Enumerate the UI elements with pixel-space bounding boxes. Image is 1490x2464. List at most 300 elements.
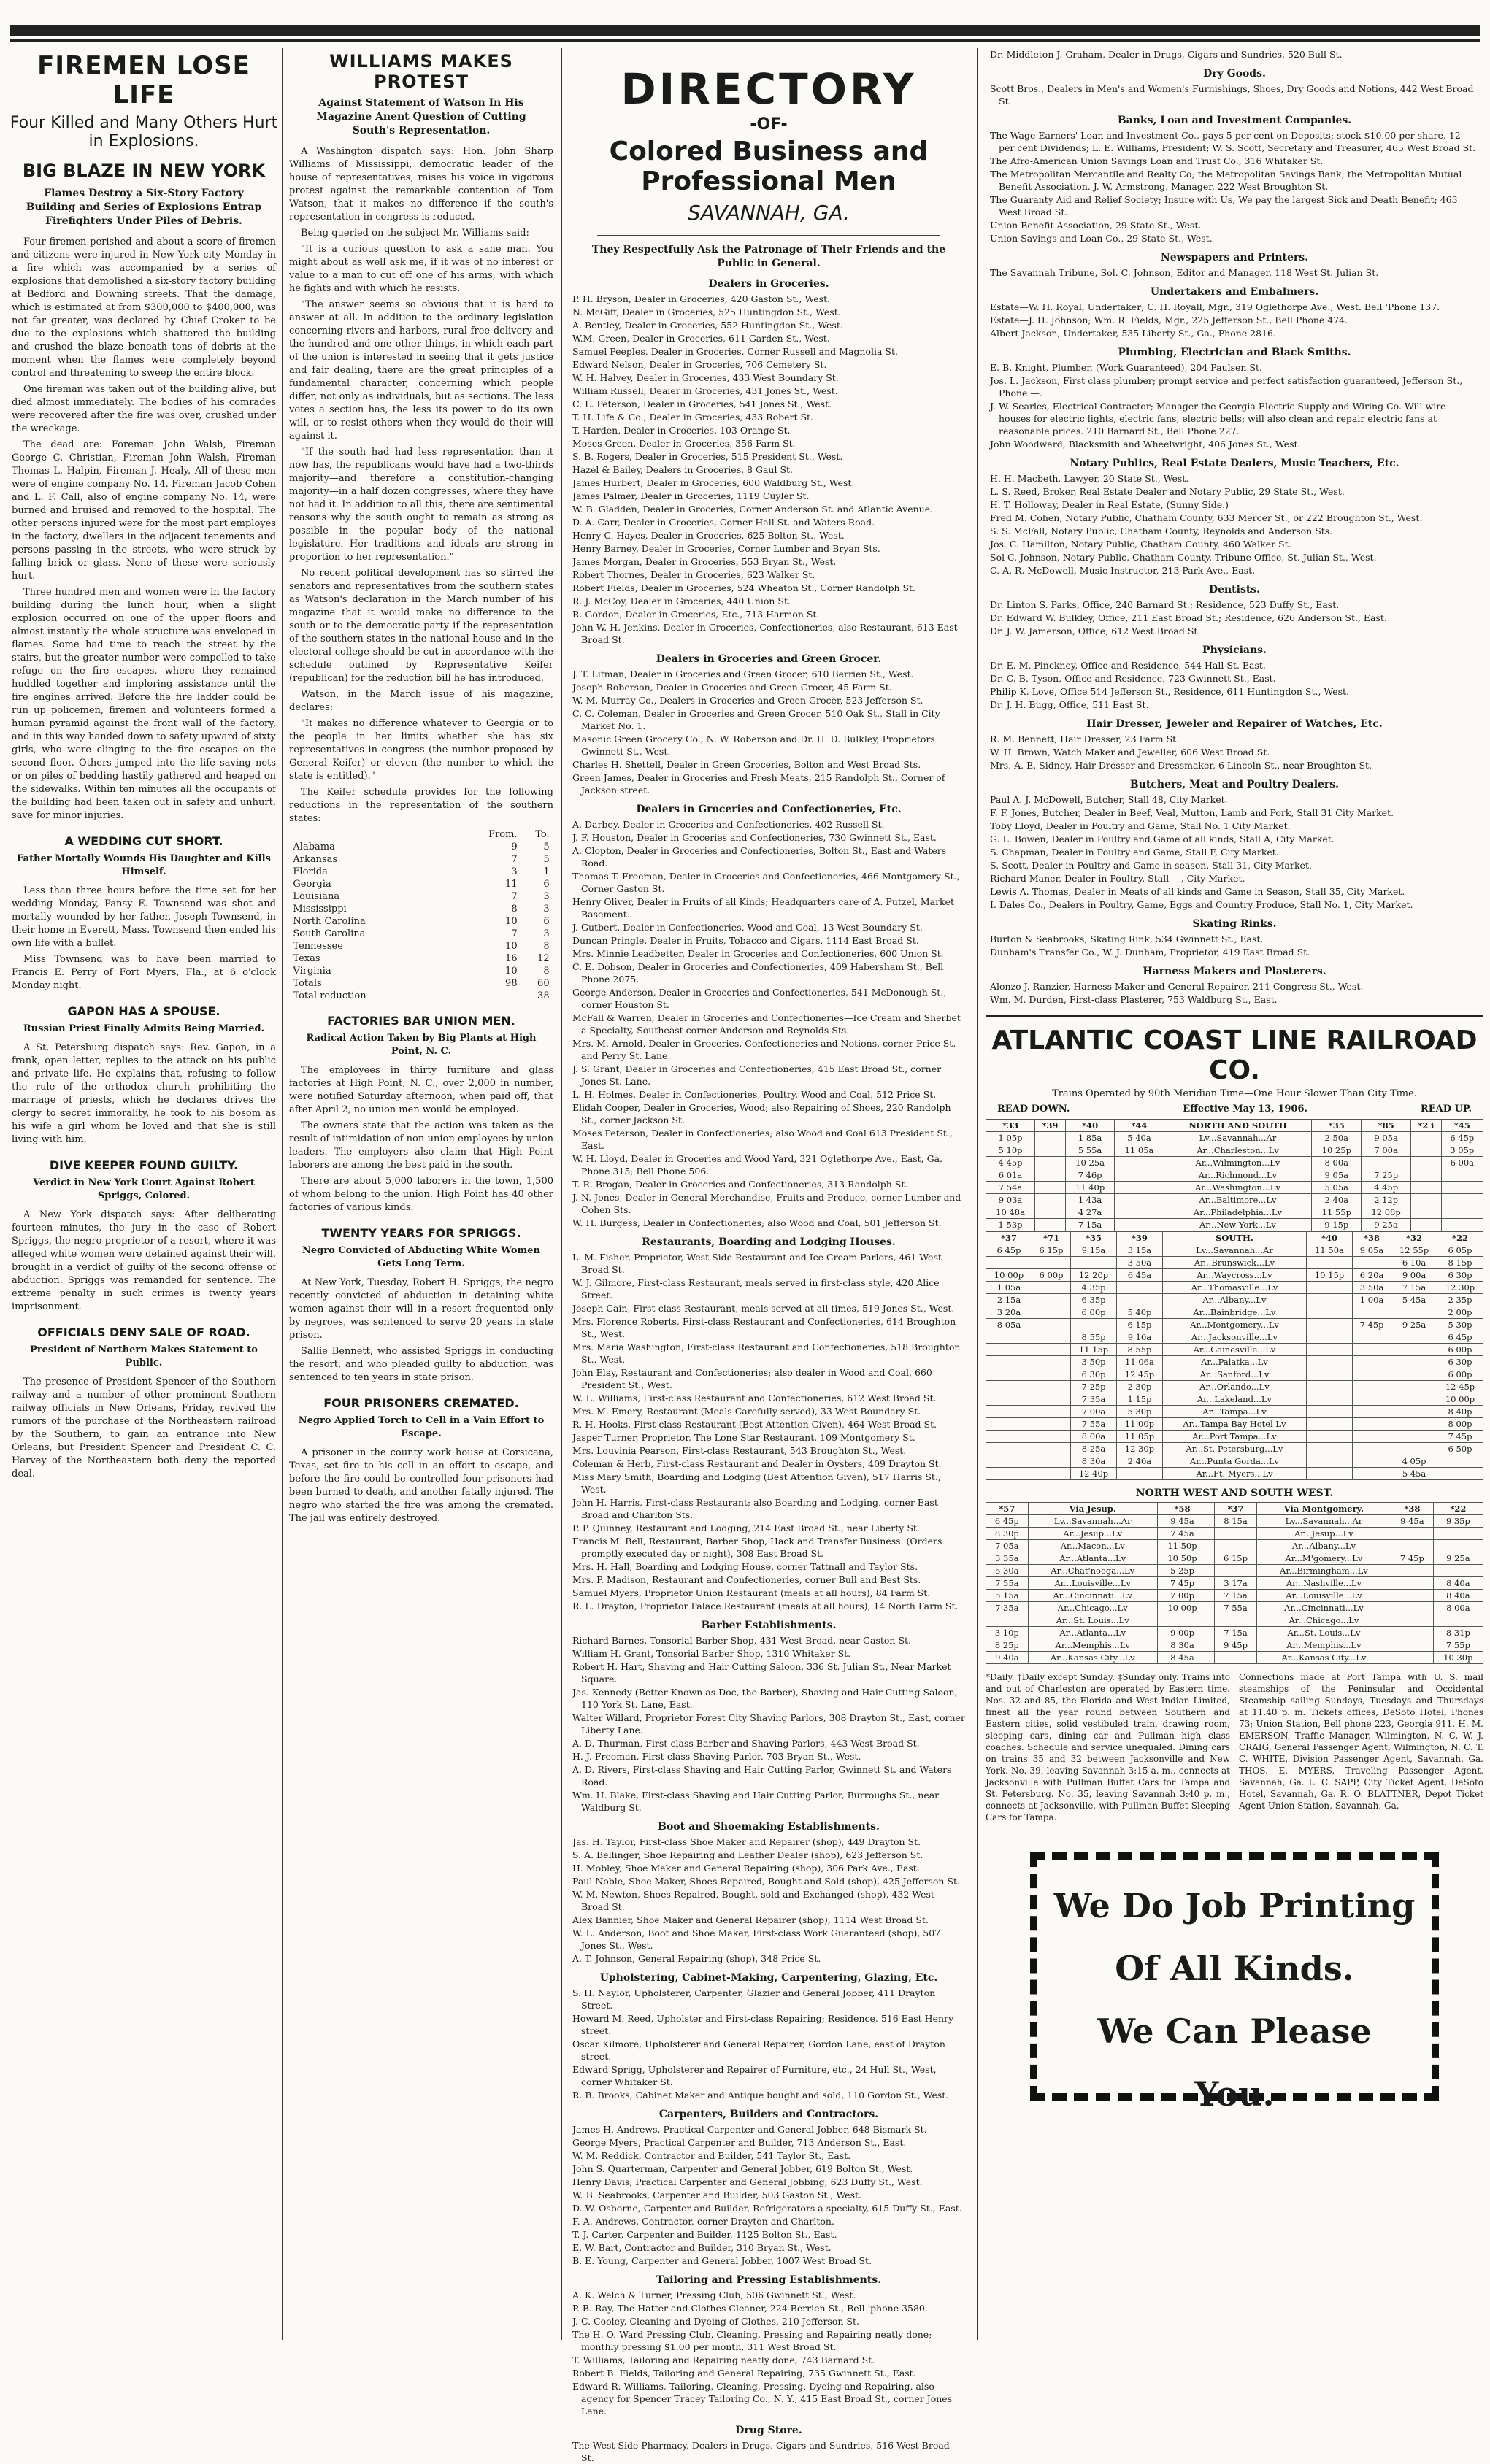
timetable-cell: 8 00a [1071, 1431, 1117, 1443]
directory-entry: A. Darbey, Dealer in Groceries and Confectioneries, 402 Russell St. [572, 819, 885, 830]
timetable-row [986, 1206, 1483, 1219]
timetable-cell: 5 30p [1116, 1406, 1162, 1418]
timetable-cell [1035, 1206, 1066, 1219]
timetable-cell: Ar...Memphis...Lv [1028, 1639, 1157, 1652]
acl-read-up: READ UP. [1420, 1104, 1472, 1114]
timetable-header-row [986, 1503, 1483, 1515]
directory-entry: A. D. Rivers, First-class Shaving and Hair Cutting Parlor, Gwinnett St. and Waters Road. [572, 1764, 952, 1787]
table-cell-state: Alabama [293, 842, 335, 852]
timetable-cell [1391, 1565, 1434, 1577]
timetable-cell: Ar...Gainesville...Lv [1162, 1344, 1306, 1356]
reduction-label: Total reduction [293, 990, 366, 1001]
timetable-cell: 9 00p [1157, 1627, 1207, 1639]
timetable-cell [1207, 1614, 1215, 1627]
timetable-row [986, 1344, 1483, 1356]
directory-entry: The Afro-American Union Savings Loan and Trust Co., 316 Whitaker St. [990, 155, 1324, 166]
timetable-header-cell: *35 [1071, 1232, 1117, 1244]
directory-entry: Robert H. Hart, Shaving and Hair Cutting Saloon, 336 St. Julian St., Near Market Square. [572, 1661, 951, 1685]
reduction-value: 38 [537, 990, 550, 1001]
timetable-row [986, 1257, 1483, 1269]
directory-entry: A. K. Welch & Turner, Pressing Club, 506 Gwinnett St., West. [572, 2290, 856, 2301]
acl-read-down: READ DOWN. [997, 1104, 1070, 1114]
timetable-row [986, 1381, 1483, 1393]
timetable-cell: 8 55p [1116, 1344, 1162, 1356]
timetable-cell [1032, 1455, 1070, 1468]
directory-section-head: Barber Establishments. [701, 1620, 837, 1631]
directory-entry: Union Savings and Loan Co., 29 State St., West. [990, 233, 1213, 244]
directory-entry: A. Clopton, Dealer in Groceries and Confectioneries, Bolton St., East and Waters Road. [572, 845, 947, 869]
timetable-cell: 6 05p [1437, 1244, 1483, 1257]
directory-section-head: Harness Makers and Plasterers. [1143, 966, 1326, 977]
timetable-row [986, 1132, 1483, 1144]
timetable-cell [1307, 1294, 1353, 1306]
timetable-cell: 7 15a [1215, 1590, 1257, 1602]
table-cell-to: 6 [543, 916, 550, 927]
timetable-cell: 7 25p [1071, 1381, 1117, 1393]
timetable-row [986, 1356, 1483, 1368]
table-cell-state: South Carolina [293, 928, 366, 939]
timetable-cell [1307, 1282, 1353, 1294]
timetable-cell [1391, 1590, 1434, 1602]
directory-entry: Howard M. Reed, Upholster and First-class Repairing; Residence, 516 East Henry street. [572, 2013, 954, 2036]
directory-entry: H. T. Holloway, Dealer in Real Estate, (Sunny Side.) [990, 499, 1229, 510]
directory-entry: Jasper Turner, Proprietor, The Lone Star Restaurant, 109 Montgomery St. [572, 1432, 915, 1443]
ad-line: We Do Job Printing [1053, 1886, 1416, 1925]
headline-dive-keeper: DIVE KEEPER FOUND GUILTY. [49, 1158, 239, 1172]
timetable-cell [1035, 1182, 1066, 1194]
acl-note: Trains Operated by 90th Meridian Time—One Hour Slower Than City Time. [1052, 1088, 1417, 1099]
directory-entry: J. T. Litman, Dealer in Groceries and Green Grocer, 610 Berrien St., West. [572, 669, 914, 679]
timetable-cell: 7 35a [986, 1602, 1029, 1614]
timetable-cell: 7 46p [1065, 1169, 1115, 1182]
directory-entry: Mrs. Florence Roberts, First-class Restaurant and Confectioneries, 614 Broughton St., West. [572, 1316, 956, 1339]
timetable-cell [1410, 1144, 1441, 1157]
directory-entry: James Palmer, Dealer in Groceries, 1119 Cuyler St. [572, 490, 810, 501]
timetable-row [986, 1144, 1483, 1157]
directory-entry: C. E. Dobson, Dealer in Groceries and Confectioneries, 409 Habersham St., Bell Phone 2075. [572, 961, 944, 985]
directory-entry: Mrs. M. Emery, Restaurant (Meals Carefully served), 33 West Boundary St. [572, 1406, 921, 1417]
directory-entry: S. H. Naylor, Upholsterer, Carpenter, Glazier and General Jobber, 411 Drayton Street. [572, 1987, 936, 2011]
directory-entry: Edward Sprigg, Upholsterer and Repairer of Furniture, etc., 24 Hull St., West, corner Whitaker St. [572, 2064, 937, 2087]
timetable-cell: 7 15a [1391, 1282, 1437, 1294]
timetable-cell: 10 00p [1437, 1393, 1483, 1406]
directory-section-head: Hair Dresser, Jeweler and Repairer of Watches, Etc. [1086, 718, 1383, 730]
directory-entry: Burton & Seabrooks, Skating Rink, 534 Gwinnett St., East. [990, 933, 1264, 944]
table-cell-from: 10 [505, 941, 518, 952]
directory-section-head: Undertakers and Embalmers. [1150, 286, 1319, 298]
directory-entry: Mrs. Louvinia Pearson, First-class Restaurant, 543 Broughton St., West. [572, 1445, 907, 1456]
headline-wedding: A WEDDING CUT SHORT. [64, 834, 223, 848]
table-row [291, 903, 550, 915]
directory-entry: Dr. Edward W. Bulkley, Office, 211 East Broad St.; Residence, 626 Anderson St., East. [990, 612, 1387, 623]
timetable-cell: 6 45p [1441, 1132, 1483, 1144]
timetable-cell: 9 45p [1215, 1639, 1257, 1652]
timetable-northwest [986, 1502, 1483, 1664]
timetable-cell: Ar...M'gomery...Lv [1256, 1552, 1391, 1565]
timetable-cell [1391, 1577, 1434, 1590]
timetable-cell [1157, 1614, 1207, 1627]
timetable-cell: 11 05a [1115, 1144, 1164, 1157]
directory-section-head: Dry Goods. [1203, 68, 1266, 80]
table-cell-from: 9 [511, 842, 518, 852]
timetable-cell [1032, 1356, 1070, 1368]
timetable-cell: 5 30a [986, 1565, 1029, 1577]
directory-entry: The H. O. Ward Pressing Club, Cleaning, Pressing and Repairing neatly done; monthly pressing $1.00 per month, 311 West Broad St. [572, 2329, 932, 2352]
timetable-cell [986, 1406, 1032, 1418]
timetable-cell: 8 00a [1433, 1602, 1483, 1614]
article-paragraph: There are about 5,000 laborers in the town, 1,500 of whom belong to the union. High Point has 40 other factories of various kinds. [289, 1176, 553, 1213]
headline-officials: OFFICIALS DENY SALE OF ROAD. [37, 1325, 250, 1339]
timetable-cell [1207, 1627, 1215, 1639]
headline-prisoners: FOUR PRISONERS CREMATED. [323, 1396, 519, 1410]
article-paragraph: A St. Petersburg dispatch says: Rev. Gapon, in a frank, open letter, replies to the attack on his public and private life. He explains that, refusing to follow the rule of the orthodox church prohibiting the marriage of priests, which he declares drives the clergy to secret immorality, he took to his bosom as his wife a girl whom he loved and that she is still living with him. [12, 1042, 276, 1145]
table-cell-to: 1 [543, 866, 550, 877]
timetable-cell [1352, 1468, 1391, 1480]
timetable-cell: Ar...Chicago...Lv [1256, 1614, 1391, 1627]
column-4 [986, 48, 1483, 2340]
timetable-cell: Ar...Atlanta...Lv [1028, 1552, 1157, 1565]
timetable-cell: Ar...Macon...Lv [1028, 1540, 1157, 1552]
directory-entry: R. J. McCoy, Dealer in Groceries, 440 Union St. [572, 596, 791, 607]
timetable-cell: 8 00p [1437, 1418, 1483, 1431]
directory-entry: Richard Maner, Dealer in Poultry, Stall —, City Market. [990, 873, 1245, 884]
directory-entry: The Wage Earners' Loan and Investment Co., pays 5 per cent on Deposits; stock $10.00 per share, 12 per cent Dividends; L. E. Williams, President; W. S. Scott, Secretary and Treasurer, 465 West Broad St. [990, 130, 1476, 153]
deck-gapon: Russian Priest Finally Admits Being Married. [23, 1023, 265, 1034]
table-cell-state: Tennessee [293, 941, 343, 952]
timetable-cell [1307, 1344, 1353, 1356]
timetable-row [986, 1515, 1483, 1528]
timetable-row [986, 1294, 1483, 1306]
timetable-cell: 6 45p [986, 1244, 1032, 1257]
directory-entry: Moses Peterson, Dealer in Confectioneries; also Wood and Coal 613 President St., East. [572, 1128, 953, 1151]
timetable-cell [1441, 1194, 1483, 1206]
deck-factories: Radical Action Taken by Big Plants at High Point, N. C. [306, 1033, 537, 1057]
timetable-cell [1032, 1443, 1070, 1455]
timetable-row [986, 1552, 1483, 1565]
table-cell-to: 5 [543, 842, 550, 852]
timetable-cell: 6 45a [1116, 1269, 1162, 1282]
timetable-row [986, 1368, 1483, 1381]
timetable-cell [1391, 1393, 1437, 1406]
timetable-header-cell: *40 [1065, 1120, 1115, 1132]
timetable-cell: 4 27a [1065, 1206, 1115, 1219]
timetable-cell: Ar...Philadelphia...Lv [1164, 1206, 1312, 1219]
deck-williams: Against Statement of Watson In His Magazine Anent Question of Cutting South's Representation. [316, 97, 526, 136]
timetable-header-cell: *37 [1215, 1503, 1257, 1515]
article-paragraph: "It makes no difference whatever to Georgia or to the people in her limits whether she has six representatives in congress (the number proposed by General Keifer) or eleven (the number to which the state is entitled)." [289, 718, 553, 782]
timetable-cell [1410, 1182, 1441, 1194]
timetable-header-cell [1207, 1503, 1215, 1515]
directory-section-head: Restaurants, Boarding and Lodging Houses. [642, 1236, 896, 1248]
timetable-cell [1410, 1194, 1441, 1206]
timetable-cell: Ar...Cincinnati...Lv [1028, 1590, 1157, 1602]
directory-entry: Paul Noble, Shoe Maker, Shoes Repaired, Bought and Sold (shop), 425 Jefferson St. [572, 1876, 960, 1887]
timetable-cell: 8 30a [1071, 1455, 1117, 1468]
directory-entry: J. S. Grant, Dealer in Groceries and Confectioneries, 415 East Broad St., corner Jones St. Lane. [572, 1063, 942, 1087]
directory-entry: F. F. Jones, Butcher, Dealer in Beef, Veal, Mutton, Lamb and Pork, Stall 31 City Market. [990, 807, 1394, 818]
divider [986, 1015, 1483, 1017]
timetable-cell: 10 25p [1312, 1144, 1362, 1157]
directory-entry: P. B. Ray, The Hatter and Clothes Cleaner, 224 Berrien St., Bell 'phone 3580. [572, 2303, 928, 2314]
timetable-row [986, 1269, 1483, 1282]
directory-entry: James Morgan, Dealer in Groceries, 553 Bryan St., West. [572, 556, 837, 567]
directory-entry: Henry C. Hayes, Dealer in Groceries, 625 Bolton St., West. [572, 530, 845, 541]
timetable-cell [1115, 1219, 1164, 1231]
timetable-cell: 7 55a [1215, 1602, 1257, 1614]
article-paragraph: A prisoner in the county work house at Corsicana, Texas, set fire to his cell in an effort to escape, and before the fire could be controlled four prisoners had been burned to death, and another fatally injured. The negro who started the fire was among the cremated. The jail was entirely destroyed. [289, 1447, 553, 1524]
timetable-row [986, 1169, 1483, 1182]
timetable-cell [986, 1331, 1032, 1344]
directory-entry: S. Chapman, Dealer in Poultry and Game, Stall F, City Market. [990, 847, 1279, 858]
timetable-cell [1116, 1294, 1162, 1306]
timetable-row [986, 1282, 1483, 1294]
timetable-cell [1032, 1319, 1070, 1331]
timetable-cell: 11 55p [1312, 1206, 1362, 1219]
timetable-row [986, 1331, 1483, 1344]
timetable-cell [1032, 1381, 1070, 1393]
timetable-cell: Ar...Palatka...Lv [1162, 1356, 1306, 1368]
timetable-header-cell: SOUTH. [1162, 1232, 1306, 1244]
directory-entry: R. B. Brooks, Cabinet Maker and Antique bought and sold, 110 Gordon St., West. [572, 2090, 949, 2101]
directory-entry: W. L. Anderson, Boot and Shoe Maker, First-class Work Guaranteed (shop), 507 Jones St., West. [572, 1928, 941, 1951]
directory-entry: John S. Quarterman, Carpenter and General Jobber, 619 Bolton St., West. [572, 2163, 913, 2174]
timetable-header-row [986, 1232, 1483, 1244]
timetable-cell: Ar...Montgomery...Lv [1162, 1319, 1306, 1331]
timetable-row [986, 1602, 1483, 1614]
timetable-cell [1032, 1368, 1070, 1381]
directory-intro: They Respectfully Ask the Patronage of Their Friends and the Public in General. [591, 244, 946, 269]
timetable-cell: 4 45p [1362, 1182, 1411, 1194]
directory-entry: S. S. McFall, Notary Public, Chatham County, Reynolds and Anderson Sts. [990, 525, 1333, 536]
table-row [291, 940, 550, 952]
timetable-cell [1352, 1455, 1391, 1468]
timetable-cell [1035, 1219, 1066, 1231]
directory-entry: Elidah Cooper, Dealer in Groceries, Wood; also Repairing of Shoes, 220 Randolph St., corner Jackson St. [572, 1102, 951, 1125]
directory-entry: Henry Oliver, Dealer in Fruits of all Kinds; Headquarters care of A. Putzel, Market Basement. [572, 896, 955, 920]
timetable-cell: 9 00a [1391, 1269, 1437, 1282]
article-paragraph: "If the south had had less representation than it now has, the republicans would have had a two-thirds majority—and therefore a constitution-changing majority—in a half dozen congresses, where they have not had it. In addition to all this, there are sentimental reasons why the south ought to remain as strong as possible in the popular body of the national legislature. Her traditions and ideals are strong in proportion to her representation." [289, 447, 553, 563]
directory-entry: R. Gordon, Dealer in Groceries, Etc., 713 Harmon St. [572, 609, 820, 620]
timetable-cell: 11 06a [1116, 1356, 1162, 1368]
timetable-cell: 8 00a [1312, 1157, 1362, 1169]
table-cell-from: 11 [505, 879, 518, 890]
directory-section-head: Upholstering, Cabinet-Making, Carpentering, Glazing, Etc. [599, 1972, 938, 1984]
timetable-cell: 12 40p [1071, 1468, 1117, 1480]
timetable-cell: 4 45p [986, 1157, 1035, 1169]
timetable-cell: 1 15p [1116, 1393, 1162, 1406]
timetable-cell: 7 45p [1157, 1577, 1207, 1590]
directory-entry: Thomas T. Freeman, Dealer in Groceries and Confectioneries, 466 Montgomery St., Corner Gaston St. [572, 871, 960, 894]
table-cell-state: Virginia [293, 966, 331, 977]
directory-entry: L. S. Reed, Broker, Real Estate Dealer and Notary Public, 29 State St., West. [990, 486, 1345, 497]
directory-entry: John W. H. Jenkins, Dealer in Groceries, Confectioneries, also Restaurant, 613 East Broad St. [572, 622, 958, 645]
timetable-header-cell: *71 [1032, 1232, 1070, 1244]
timetable-header-cell: *37 [986, 1232, 1032, 1244]
timetable-cell [1115, 1194, 1164, 1206]
directory-section-head: Dealers in Groceries. [708, 278, 829, 290]
timetable-cell [1207, 1552, 1215, 1565]
directory-entry: T. Williams, Tailoring and Repairing neatly done, 743 Barnard St. [572, 2355, 875, 2365]
timetable-cell: Ar...Richmond...Lv [1164, 1169, 1312, 1182]
timetable-cell [1307, 1455, 1353, 1468]
timetable-cell: 2 30p [1116, 1381, 1162, 1393]
headline-factories: FACTORIES BAR UNION MEN. [327, 1014, 515, 1028]
directory-section-head: Dealers in Groceries and Green Grocer. [656, 653, 882, 665]
timetable-cell: 4 35p [1071, 1282, 1117, 1294]
directory-entry: Jas. Kennedy (Better Known as Doc, the Barber), Shaving and Hair Cutting Saloon, 110 York St. Lane, East. [572, 1687, 958, 1710]
timetable-cell: 6 01a [986, 1169, 1035, 1182]
timetable-cell [1433, 1528, 1483, 1540]
timetable-cell [1352, 1418, 1391, 1431]
timetable-cell [1352, 1331, 1391, 1344]
directory-entry: J. W. Searles, Electrical Contractor; Manager the Georgia Electric Supply and Wiring Co. Will wire houses for electric lights, electric fans, electric bells; will also clean and repair electric fans at reasonable prices. 210 Barnard St., Bell Phone 227. [990, 401, 1446, 436]
table-row [291, 928, 550, 940]
timetable-cell [1207, 1602, 1215, 1614]
timetable-row [986, 1468, 1483, 1480]
directory-of: -OF- [750, 115, 788, 134]
timetable-cell [1391, 1368, 1437, 1381]
article-paragraph: "The answer seems so obvious that it is hard to answer at all. In addition to the ordinary legislation concerning rivers and harbors, rural free delivery and the hundred and one other things, in which each part of the union is interested in seeing that it gets justice and fair dealing, there are the great principles of a fundamental character, concerning which people differ, not only as individuals, but as sections. The less votes a section has, the less its power to do its own will, or to resist others when they would do their will against it. [289, 299, 553, 442]
directory-entry: W.M. Green, Dealer in Groceries, 611 Garden St., West. [572, 333, 830, 344]
timetable-cell [1352, 1393, 1391, 1406]
timetable-cell: 8 25a [1071, 1443, 1117, 1455]
timetable-header-cell: *40 [1307, 1232, 1353, 1244]
timetable-south [986, 1231, 1483, 1480]
timetable-cell: 6 30p [1071, 1368, 1117, 1381]
timetable-header-cell: *39 [1035, 1120, 1066, 1132]
deck-dive-keeper: Verdict in New York Court Against Robert Spriggs, Colored. [33, 1177, 255, 1201]
timetable-cell [1215, 1528, 1257, 1540]
timetable-cell: 5 15a [986, 1590, 1029, 1602]
timetable-cell: Ar...Sanford...Lv [1162, 1368, 1306, 1381]
timetable-cell [1115, 1206, 1164, 1219]
directory-entry: Joseph Roberson, Dealer in Groceries and Green Grocer, 45 Farm St. [572, 682, 892, 693]
timetable-row [986, 1565, 1483, 1577]
directory-section-head: Dealers in Groceries and Confectioneries, Etc. [636, 804, 902, 815]
directory-entry: B. E. Young, Carpenter and General Jobber, 1007 West Broad St. [572, 2255, 872, 2266]
timetable-cell: Ar...Kansas City...Lv [1028, 1652, 1157, 1664]
timetable-row [986, 1443, 1483, 1455]
timetable-row [986, 1219, 1483, 1231]
table-cell-to: 8 [543, 966, 550, 977]
timetable-cell: Ar...Tampa Bay Hotel Lv [1162, 1418, 1306, 1431]
directory-entry: Union Benefit Association, 29 State St., West. [990, 220, 1202, 231]
directory-entry: W. M. Reddick, Contractor and Builder, 541 Taylor St., East. [572, 2150, 851, 2161]
timetable-cell [986, 1393, 1032, 1406]
timetable-cell [1307, 1443, 1353, 1455]
timetable-cell: 6 20a [1352, 1269, 1391, 1282]
timetable-cell [986, 1381, 1032, 1393]
timetable-cell [1352, 1443, 1391, 1455]
timetable-header-cell: *38 [1391, 1503, 1434, 1515]
timetable-cell [1207, 1577, 1215, 1590]
timetable-cell: 6 15p [1032, 1244, 1070, 1257]
timetable-cell: Ar...Bainbridge...Lv [1162, 1306, 1306, 1319]
timetable-row [986, 1157, 1483, 1169]
timetable-cell [1410, 1206, 1441, 1219]
directory-entry: W. H. Brown, Watch Maker and Jeweller, 606 West Broad St. [990, 747, 1270, 758]
directory-entry: Moses Green, Dealer in Groceries, 356 Farm St. [572, 438, 796, 449]
timetable-cell: Ar...Punta Gorda...Lv [1162, 1455, 1306, 1468]
directory-section-head: Physicians. [1202, 644, 1267, 656]
directory-entry: H. Mobley, Shoe Maker and General Repairing (shop), 306 Park Ave., East. [572, 1863, 920, 1874]
directory-entry: Mrs. M. Arnold, Dealer in Groceries, Confectioneries and Notions, corner Price St. and Perry St. Lane. [572, 1038, 956, 1061]
timetable-cell: 11 05p [1116, 1431, 1162, 1443]
timetable-header-cell: *85 [1362, 1120, 1411, 1132]
timetable-cell [986, 1614, 1029, 1627]
table-cell-state: Georgia [293, 879, 331, 890]
directory-entry: R. L. Drayton, Proprietor Palace Restaurant (meals at all hours), 14 North Farm St. [572, 1601, 959, 1612]
timetable-cell: Ar...Atlanta...Lv [1028, 1627, 1157, 1639]
directory-entry: Dr. Middleton J. Graham, Dealer in Drugs, Cigars and Sundries, 520 Bull St. [990, 49, 1343, 60]
timetable-cell: 5 40p [1116, 1306, 1162, 1319]
article-paragraph: Three hundred men and women were in the factory building during the lunch hour, when a slight explosion occurred on one of the upper floors and almost instantly the whole structure was enveloped in flames. Some had time to reach the street by the stairs, but the greater number were compelled to take refuge on the fire escapes, where they remained huddled together and imploring assistance until the fire engines arrived. Before the fire ladder could be run up policemen, firemen and volunteers formed a human pyramid against the front wall of the factory, and in this way handed down to safety upward of sixty girls, who were clinging to the fire escapes on the second floor. Others jumped into the life saving nets or on piles of bedding hastily gathered and heaped on the sidewalks. Within ten minutes all the occupants of the building had been taken out in safety and unhurt, save for minor injuries. [12, 587, 276, 821]
directory-entry: G. L. Bowen, Dealer in Poultry and Game of all kinds, Stall A, City Market. [990, 833, 1335, 844]
totals-to: 60 [537, 978, 550, 989]
timetable-cell [1035, 1132, 1066, 1144]
timetable-cell: 2 00p [1437, 1306, 1483, 1319]
directory-entry: Edward R. Williams, Tailoring, Cleaning, Pressing, Dyeing and Repairing, also agency for Spencer Tracey Tailoring Co., N. Y., 415 East Broad St., corner Jones Lane. [572, 2381, 953, 2417]
table-cell-to: 12 [537, 953, 550, 964]
timetable-cell: 6 15p [1116, 1319, 1162, 1331]
timetable-cell: 5 45a [1391, 1468, 1437, 1480]
table-cell-state: Louisiana [293, 891, 340, 902]
directory-entry: George Myers, Practical Carpenter and Builder, 713 Anderson St., East. [572, 2137, 907, 2148]
directory-entry: Alex Bannier, Shoe Maker and General Repairer (shop), 1114 West Broad St. [572, 1914, 929, 1925]
article-paragraph: The owners state that the action was taken as the result of intimidation of non-union employees by union leaders. The employers also claim that High Point laborers are among the best paid in the south. [289, 1120, 553, 1171]
directory-section-head: Carpenters, Builders and Contractors. [658, 2109, 879, 2120]
timetable-cell: 9 40a [986, 1652, 1029, 1664]
timetable-row [986, 1418, 1483, 1431]
directory-entry: N. McGiff, Dealer in Groceries, 525 Huntingdon St., West. [572, 307, 841, 317]
timetable-cell: Ar...St. Petersburg...Lv [1162, 1443, 1306, 1455]
timetable-cell: 7 00a [1071, 1406, 1117, 1418]
timetable-cell: 9 05a [1362, 1132, 1411, 1144]
timetable-cell: 6 35p [1071, 1294, 1117, 1306]
timetable-cell: 6 00p [1437, 1368, 1483, 1381]
directory-entry: William Russell, Dealer in Groceries, 431 Jones St., West. [572, 385, 838, 396]
directory-entry: Wm. H. Blake, First-class Shaving and Hair Cutting Parlor, Burroughs St., near Waldburg St. [572, 1790, 940, 1813]
timetable-cell: Ar...Brunswick...Lv [1162, 1257, 1306, 1269]
timetable-cell: 6 30p [1437, 1356, 1483, 1368]
timetable-header-cell: *57 [986, 1503, 1029, 1515]
directory-entry: James Hurbert, Dealer in Groceries, 600 Waldburg St., West. [572, 477, 855, 488]
timetable-cell: Ar...Albany...Lv [1256, 1540, 1391, 1552]
timetable-cell: 7 45a [1157, 1528, 1207, 1540]
timetable-cell [1352, 1381, 1391, 1393]
table-cell-to: 3 [543, 928, 550, 939]
timetable-cell: 4 05p [1391, 1455, 1437, 1468]
timetable-cell: 2 15a [986, 1294, 1032, 1306]
article-paragraph: "It is a curious question to ask a sane man. You might about as well ask me, if it was of no interest or value to a man to cut off one of his arms, with which he fights and with which he resists. [289, 244, 553, 294]
timetable-cell: 8 25p [986, 1639, 1029, 1652]
article-paragraph: Sallie Bennett, who assisted Spriggs in conducting the resort, and who pleaded guilty to abduction, was sentenced to ten years in state prison. [289, 1346, 553, 1383]
timetable-cell: 10 30p [1433, 1652, 1483, 1664]
timetable-cell [1207, 1515, 1215, 1528]
article-paragraph: The dead are: Foreman John Walsh, Fireman George C. Christian, Fireman John Walsh, Fireman Thomas L. Halpin, Fireman J. Healy. All of these men were of engine company No. 14. Fireman Jacob Cohen and L. F. Call, also of engine company No. 14, were burned and bruised and removed to the hospital. The other persons injured were for the most part employes in the factory, dwellers in the adjacent tenements and persons passing in the streets, who were struck by falling brick or glass. None of these were seriously hurt. [12, 439, 276, 582]
timetable-row [986, 1182, 1483, 1194]
directory-entry: D. A. Carr, Dealer in Groceries, Corner Hall St. and Waters Road. [572, 517, 875, 528]
directory-entry: Scott Bros., Dealers in Men's and Women's Furnishings, Shoes, Dry Goods and Notions, 442 West Broad St. [990, 83, 1474, 107]
timetable-cell [1071, 1319, 1117, 1331]
timetable-cell: 10 25a [1065, 1157, 1115, 1169]
timetable-cell [1207, 1528, 1215, 1540]
timetable-cell: 11 15p [1071, 1344, 1117, 1356]
timetable-cell: 10 48a [986, 1206, 1035, 1219]
directory-entry: Dr. J. W. Jamerson, Office, 612 West Broad St. [990, 625, 1201, 636]
timetable-cell: 11 50a [1307, 1244, 1353, 1257]
timetable-notes [986, 1671, 1483, 1823]
